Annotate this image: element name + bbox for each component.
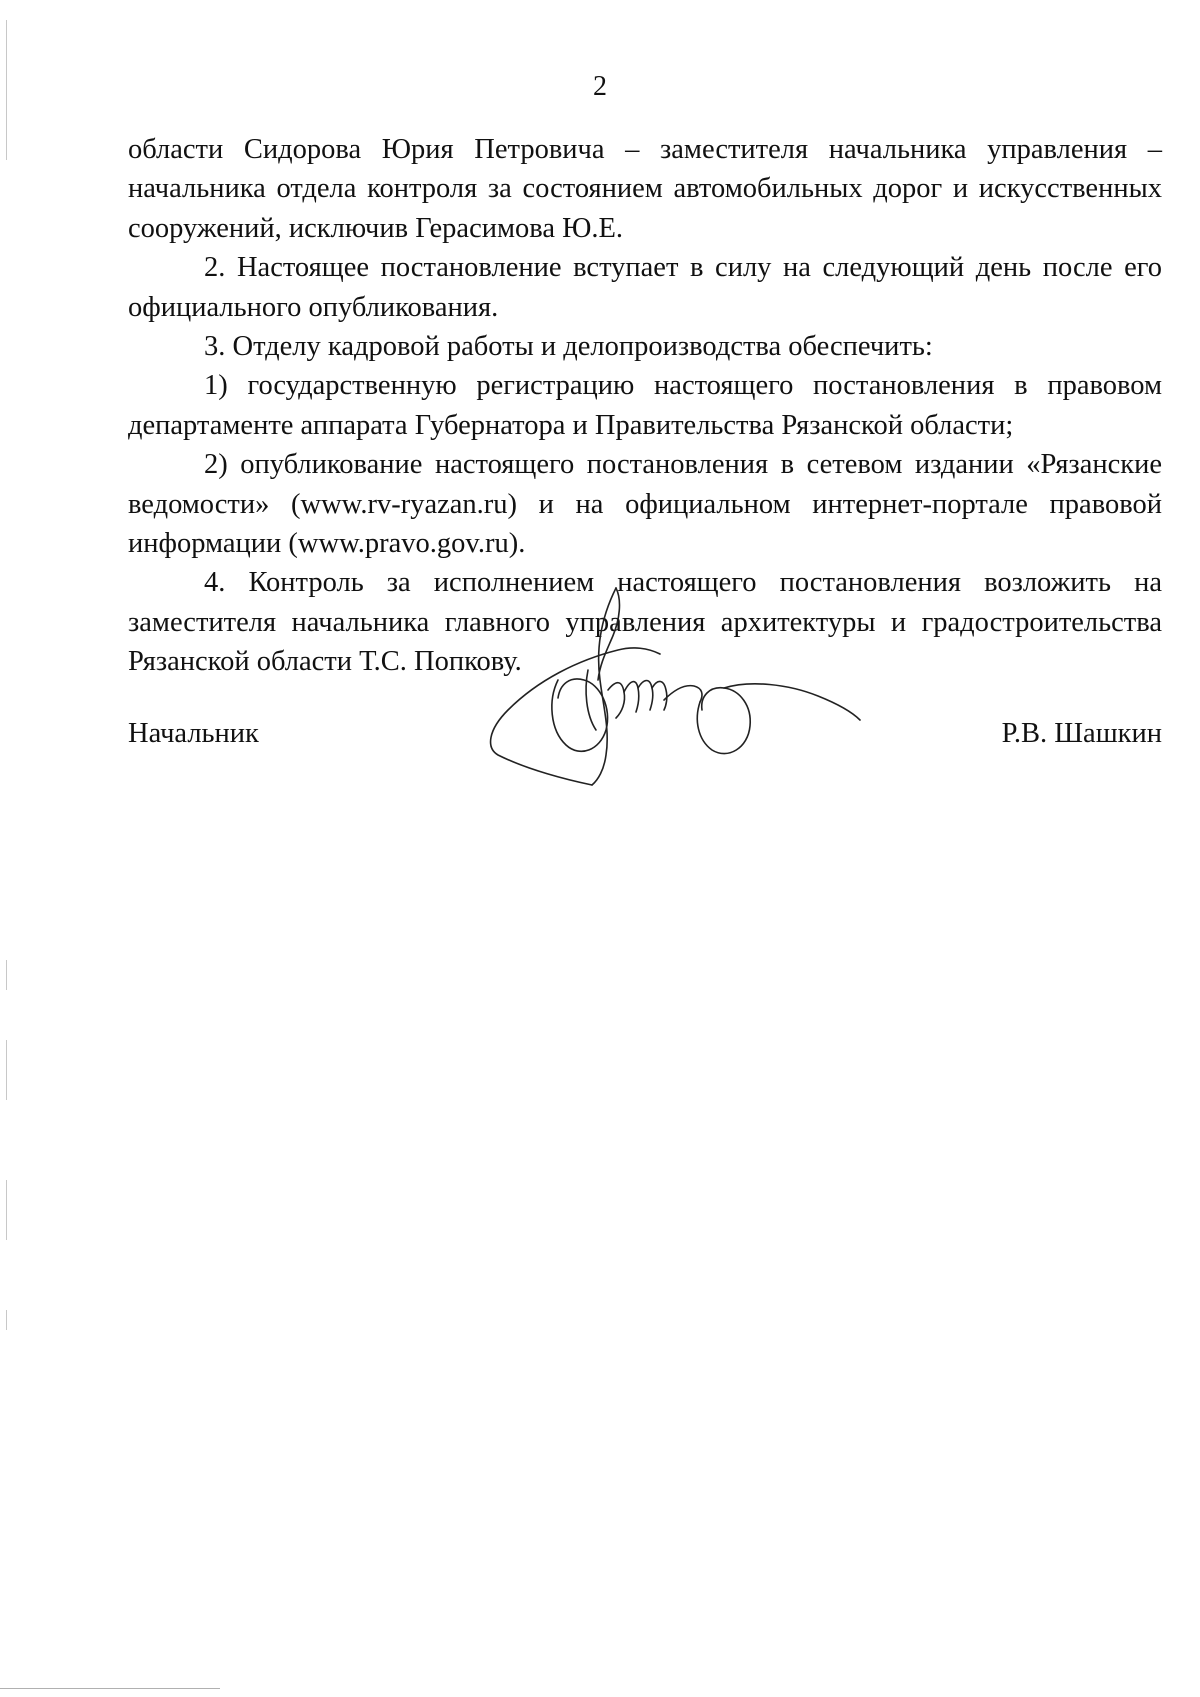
scan-bottom-mark — [0, 1688, 220, 1689]
paragraph-item-4: 4. Контроль за исполнением настоящего постановления возложить на заместителя начальника главного управления архитектуры и градостроительства Рязанской области Т.С. Попкову. — [128, 567, 1162, 678]
paragraph-item-2: 2. Настоящее постановление вступает в силу на следующий день после его официального опубликования. — [128, 252, 1162, 323]
page-number: 2 — [593, 71, 607, 102]
scan-edge-mark — [6, 960, 7, 990]
handwritten-signature — [488, 580, 888, 810]
scan-edge-mark — [6, 1310, 7, 1330]
signatory-name: Р.В. Шашкин — [1001, 718, 1162, 749]
signature-block — [128, 714, 1162, 754]
paragraph-subitem-1: 1) государственную регистрацию настоящего постановления в правовом департаменте аппарата Губернатора и Правительства Рязанской области; — [128, 370, 1162, 441]
paragraph-continuation: области Сидорова Юрия Петровича – заместителя начальника управления – начальника отдела контроля за состоянием автомобильных дорог и искусственных сооружений, исключив Герасимова Ю.Е. — [128, 134, 1162, 244]
paragraph-subitem-2: 2) опубликование настоящего постановления в сетевом издании «Рязанские ведомости» (www.rv-ryazan.ru) и на официальном интернет-портале правовой информации (www.pravo.gov.ru). — [128, 449, 1162, 560]
paragraph-item-3: 3. Отделу кадровой работы и делопроизводства обеспечить: — [204, 331, 933, 363]
scan-edge-mark — [6, 1180, 7, 1240]
signatory-position: Начальник — [128, 718, 259, 749]
scan-edge-mark — [6, 1040, 7, 1100]
